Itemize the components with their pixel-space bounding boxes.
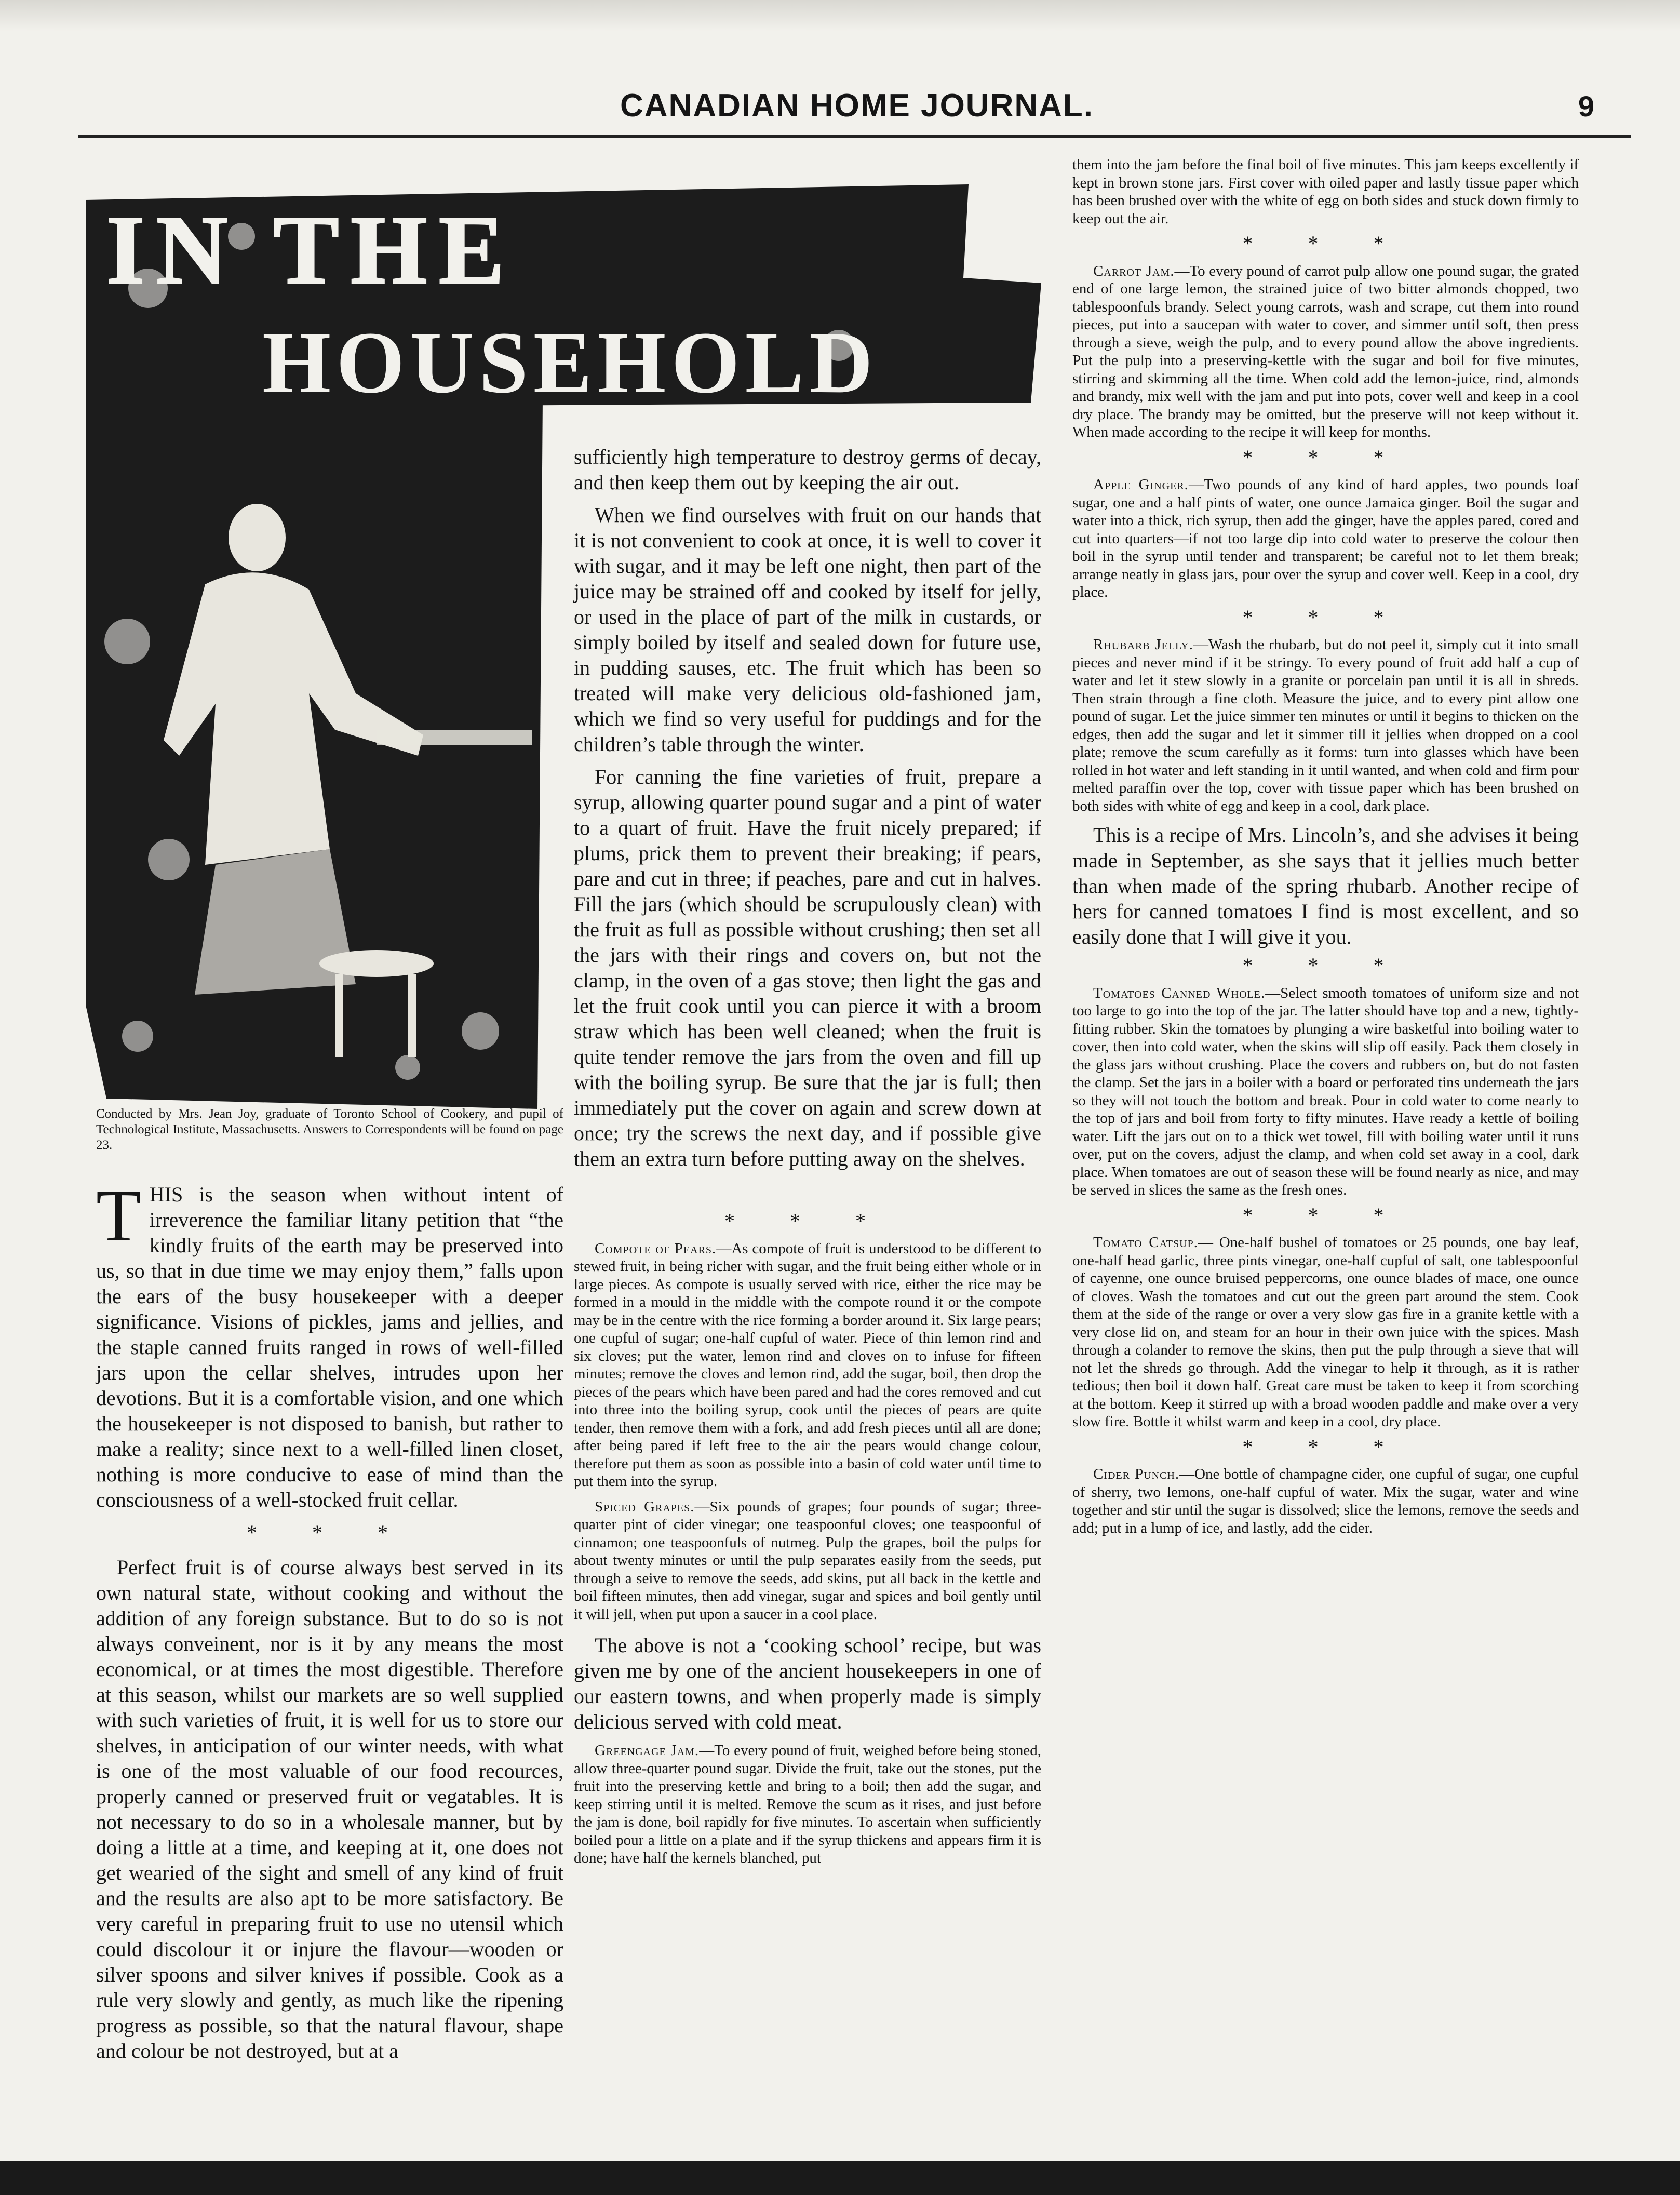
- scan-top-edge: [0, 0, 1680, 31]
- recipe-apple-ginger: [1072, 476, 1579, 601]
- recipe-text: —Six pounds of grapes; four pounds of sugar; three-quarter pint of cider vinegar; one teaspoonful cloves; one teaspoonful of cinnamon; one teaspoonfuls of nutmeg. Pulp the grapes, boil the pulps for about twenty minutes or until the pulp separates easily from the seeds, put through a seive to remove the seeds, add skins, put all back in the kettle and boil fifteen minutes, then add vinegar, sugar and spices and boil gently until it will jell, when put upon a saucer in a cool place.: [574, 1498, 1041, 1623]
- recipe-tomatoes-canned-whole: [1072, 984, 1579, 1199]
- illustration-title-line2: HOUSEHOLD: [262, 314, 878, 411]
- paragraph: When we find ourselves with fruit on our hands that it is not convenient to cook at once, it is well to cover it with sugar, and it may be left one night, then part of the juice may be strained off and cooked by itself for jelly, or used in the place of part of the milk in custards, or simply boiled by itself and sealed down for future use, in pudding sauses, etc. The fruit which has been so treated will make very delicious old-fashioned jam, which we find so very useful for puddings and for the children’s table through the winter.: [574, 503, 1041, 756]
- section-divider: * * *: [1242, 1435, 1409, 1458]
- drop-cap: T: [96, 1174, 141, 1256]
- recipe-heading: Compote of Pears.: [595, 1240, 717, 1257]
- illustration-title-line1: IN THE: [106, 196, 516, 305]
- paragraph: For canning the fine varieties of fruit, prepare a syrup, allowing quarter pound sugar and a pint of water to a quart of fruit. Have the fruit nicely prepared; if plums, prick them to prevent their breaking; if pears, pare and cut in three; if peaches, pare and cut in halves. Fill the jars (which should be scrupulously clean) with the fruit as full as possible without crushing; then set all the jars with their rings and covers on, but not the clamp, in the oven of a gas stove; then light the gas and let the fruit cook until you can pierce it with a broom straw which has been well cleaned; when the fruit is quite tender remove the jars from the oven and fill up with the boiling syrup. Be sure that the jar is full; then immediately put the cover on again and screw down at once; try the screws the next day, and if possible give them an extra turn before putting away on the shelves.: [574, 765, 1041, 1170]
- section-divider: * * *: [1242, 445, 1409, 469]
- recipe-text: —To every pound of carrot pulp allow one pound sugar, the grated end of one large lemon, the strained juice of two bitter almonds chopped, two tablespoonfuls brandy. Select young carrots, wash and scrape, cut them into round pieces, put into a saucepan with water to cover, and simmer until soft, then press through a sieve, weigh the pulp, and to every pound allow the above ingredients. Put the pulp into a preserving-kettle with the sugar and boil for five minutes, stirring and skimming all the time. When cold add the lemon-juice, rind, almonds and brandy, mix well with the jam and put into pots, cover well and keep in a cool dry place. The brandy may be omitted, but the preserve will not keep without it. When made according to the recipe it will keep for months.: [1072, 262, 1579, 440]
- section-divider: * * *: [1242, 232, 1409, 255]
- recipe-text: —Two pounds of any kind of hard apples, two pounds loaf sugar, one and a half pints of water, one ounce Jamaica ginger. Boil the sugar and water into a thick, rich syrup, then add the ginger, have the apples pared, cored and cut into quarters—if not too large dip into cold water to preserve the colour then boil in the syrup until tender and transparent; be careful not to let them break; arrange neatly in glass jars, pour over the syrup and cover well. Keep in a cool, dry place.: [1072, 476, 1579, 600]
- note-paragraph: The above is not a ‘cooking school’ recipe, but was given me by one of the ancient housekeepers in one of our eastern towns, and when properly made is simply delicious served with cold meat.: [574, 1634, 1041, 1733]
- recipe-text: —As compote of fruit is understood to be different to stewed fruit, in being richer with sugar, and the fruit being either whole or in large pieces. As compote is usually served with rice, either the rice may be formed in a mould in the middle with the compote round it or the compote may be in the centre with the rice forming a border around it. Six large pears; one cupful of sugar; one-half cupful of water. Piece of thin lemon rind and six cloves; put the water, lemon rind and cloves on to infuse for fifteen minutes; remove the cloves and lemon rind, add the sugar, boil, then drop the pieces of the pears which have been pared and had the cores removed and cut into three into the boiling syrup, cook until the pieces of pears are quite tender, then remove them with a fork, and add fresh pieces until all are done; after being pared if left free to the air the pears would change colour, therefore put them as soon as possible into a basin of cold water until time to put them into the syrup.: [574, 1240, 1041, 1490]
- recipe-heading: Tomatoes Canned Whole.: [1093, 984, 1266, 1001]
- paragraph: sufficiently high temperature to destroy germs of decay, and then keep them out by keeping the air out.: [574, 445, 1041, 494]
- note-paragraph: This is a recipe of Mrs. Lincoln’s, and she advises it being made in September, as she says that it jellies much better than when made of the spring rhubarb. Another recipe of hers for canned tomatoes I find is most excellent, and so easily done that I will give it you.: [1072, 823, 1579, 948]
- recipe-text: —To every pound of fruit, weighed before being stoned, allow three-quarter pound sugar. Divide the fruit, take out the stones, put the fruit into the preserving kettle and bring to a boil; then add the sugar, and keep stirring until it is melted. Remove the scum as it rises, and just before the jam is done, boil rapidly for five minutes. To ascertain when sufficiently boiled pour a little on a plate and if the syrup thickens and appears firm it is done; have half the kernels blanched, put: [574, 1742, 1042, 1866]
- recipe-heading: Cider Punch.: [1093, 1466, 1180, 1482]
- column-2-upper: [574, 444, 1041, 1179]
- recipe-tomato-catsup: [1072, 1234, 1579, 1431]
- running-title: CANADIAN HOME JOURNAL.: [620, 88, 1094, 124]
- header-rule: [78, 135, 1631, 138]
- recipe-text: —One bottle of champagne cider, one cupful of sugar, one cupful of sherry, two lemons, one-half cupful of water. Mix the sugar, water and wine together and stir until the sugar is dissolved; slice the lemons, remove the seeds and add; put in a lump of ice, and lastly, add the cider.: [1072, 1466, 1579, 1536]
- section-divider: * * *: [247, 1521, 413, 1544]
- recipe-rhubarb-jelly: [1072, 636, 1579, 815]
- recipe-heading: Apple Ginger.: [1093, 476, 1189, 493]
- recipe-carrot-jam: [1072, 262, 1579, 441]
- column-3: [1072, 156, 1579, 1544]
- recipe-greengage-jam: [574, 1742, 1041, 1867]
- section-divider: * * *: [1242, 1203, 1409, 1227]
- recipe-text: —Wash the rhubarb, but do not peel it, simply cut it into small pieces and never mind if it be stringy. To every pound of fruit add half a cup of water and let it stew slowly in a granite or porcelain pan until it is all in shreds. Then strain through a fine cloth. Measure the juice, and to every pint allow one pound of sugar. Let the juice simmer ten minutes or until it begins to thicken on the edges, then add the sugar and let it simmer till it jellies when dropped on a cool plate; remove the scum carefully as it forms: turn into glasses which have been rolled in hot water and left standing in it until wanted, and when cold and firm pour melted paraffin over the top, cover with tissue paper which has been brushed on both sides with white of egg and keep in a cool, dark place.: [1072, 636, 1579, 814]
- recipe-heading: Rhubarb Jelly.: [1093, 636, 1193, 653]
- recipe-text: — One-half bushel of tomatoes or 25 pounds, one bay leaf, one-half head garlic, three pints vinegar, one-half cupful of salt, one tablespoonful of cayenne, one ounce bruised peppercorns, one ounce blades of mace, one ounce of cloves. Wash the tomatoes and cut out the green part around the stem. Cook them at the side of the range or over a very slow gas fire in a granite kettle with a very close lid on, and steam for an hour in their own juice with the spices. Mash through a colander to remove the skins, then put the pulp through a sieve that will not let the shreds go through. Add the vinegar to help it through, as it is rather tedious; then boil it down half. Great care must be taken to keep it from scorching at the bottom. Keep it stirred up with a broad wooden paddle and make over a very slow fire. Bottle it whilst warm and keep in a cool, dry place.: [1072, 1234, 1579, 1430]
- illustration-caption: Conducted by Mrs. Jean Joy, graduate of Toronto School of Cookery, and pupil of Technological Institute, Massachusetts. Answers to Correspondents will be found on page 23.: [96, 1107, 563, 1152]
- paragraph: Perfect fruit is of course always best served in its own natural state, without cooking and without the addition of any foreign substance. But to do so is not always conveinent, nor is it by any means the most economical, or at times the most digestible. Therefore at this season, whilst our markets are so well supplied with such varieties of fruit, it is well for us to store our shelves, in anticipation of our winter needs, with what is one of the most valuable of our food recources, properly canned or preserved fruit or vegatables. It is not necessary to do so in a wholesale manner, but by doing a little at a time, and keeping at it, one does not get wearied of the sight and smell of any kind of fruit and the results are also apt to be more satisfactory. Be very careful in preparing fruit to use no utensil which could discolour it or injure the flavour—wooden or silver spoons and silver knives if possible. Cook as a rule very slowly and gently, as much like the ripening progress as possible, so that the natural flavour, shape and colour be not destroyed, but at a: [96, 1556, 563, 2063]
- continued-paragraph: them into the jam before the final boil of five minutes. This jam keeps excellently if kept in brown stone jars. First cover with oiled paper and lastly tissue paper which has been brushed over with the white of egg on both sides and stuck down firmly to keep out the air.: [1072, 156, 1579, 227]
- recipe-spiced-grapes: [574, 1498, 1041, 1624]
- recipe-heading: Carrot Jam.: [1093, 262, 1175, 279]
- recipe-cider-punch: [1072, 1465, 1579, 1537]
- recipe-heading: Greengage Jam.: [595, 1742, 700, 1759]
- recipe-heading: Tomato Catsup.: [1093, 1234, 1198, 1251]
- recipe-text: —Select smooth tomatoes of uniform size and not too large to go into the top of the jar. The latter should have top and a new, tightly-fitting rubber. Skin the tomatoes by plunging a wire basketful into boiling water to cover, then into cold water, when the skins will slip off easily. Pack them closely in the glass jars without crushing. Place the covers and rubbers on, but do not fasten the clamp. Set the jars in a boiler with a board or perforated tins underneath the jars so they will not touch the bottom and break. Pour in cold water to come nearly to the top of jars and boil from forty to fifty minutes. Have ready a kettle of boiling water. Lift the jars out on to a thick wet towel, fill with boiling water until it runs over, put on the covers, adjust the clamp, and when cold set away in a cool, dark place. When tomatoes are out of season these will be found nearly as nice, and may be served in slices the same as the fresh ones.: [1072, 984, 1579, 1198]
- section-divider: * * *: [724, 1209, 891, 1233]
- intro-paragraph: [96, 1174, 563, 1513]
- page-number: 9: [1578, 90, 1594, 123]
- recipe-heading: Spiced Grapes.: [595, 1498, 695, 1515]
- intro-text: HIS is the season when without intent of irreverence the familiar litany petition that “the kindly fruits of the earth may be preserved into us, so that in due time we may enjoy them,” falls upon the ears of the busy housekeeper with a deeper significance. Visions of pickles, jams and jellies, and the staple canned fruits ranged in rows of well-filled jars upon the cellar shelves, intrudes upon her devotions. But it is a comfortable vision, and one which the housekeeper is not disposed to banish, but rather to make a reality; since next to a well-filled linen closet, nothing is more conducive to ease of mind than the consciousness of a well-stocked fruit cellar.: [96, 1183, 563, 1511]
- column-1: [96, 1174, 563, 2071]
- recipe-compote-of-pears: [574, 1240, 1041, 1491]
- scan-bottom-edge: [0, 2161, 1680, 2195]
- column-2-lower: [574, 1205, 1041, 1875]
- section-divider: * * *: [1242, 605, 1409, 629]
- section-divider: * * *: [1242, 954, 1409, 977]
